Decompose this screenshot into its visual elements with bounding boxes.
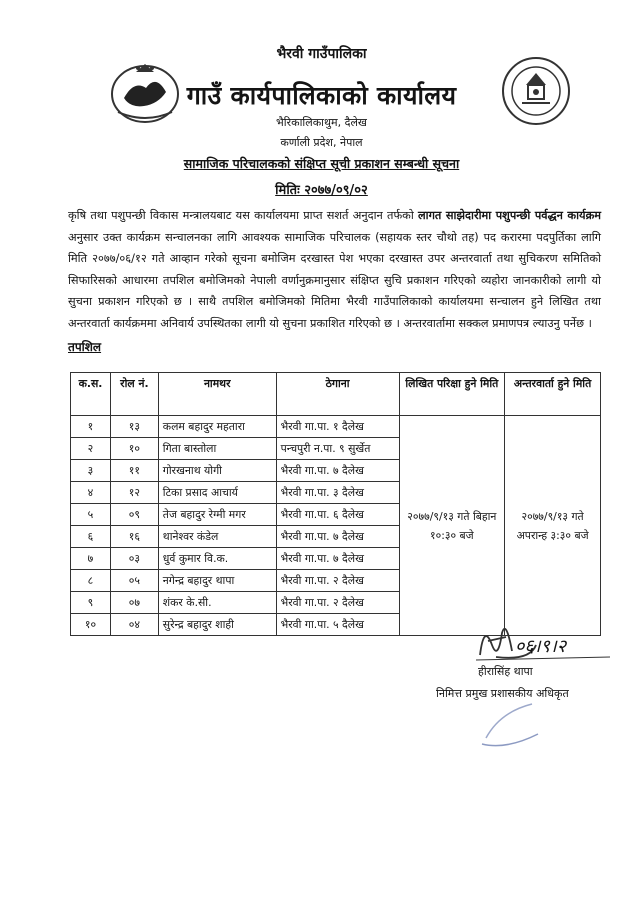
cell-sn: ८ <box>71 570 111 592</box>
cell-roll: ०५ <box>110 570 158 592</box>
cell-name: धुर्व कुमार वि.क. <box>158 548 276 570</box>
notice-date: मितिः २०७७/०९/०२ <box>275 183 368 198</box>
header-interview: अन्तरवार्ता हुने मिति <box>505 373 601 416</box>
cell-address: भैरवी गा.पा. ७ दैलेख <box>276 548 399 570</box>
cell-roll: १२ <box>110 482 158 504</box>
cell-address: पन्चपुरी न.पा. ९ सुर्खेत <box>276 438 399 460</box>
header-name: नामथर <box>158 373 276 416</box>
address-line-2: कर्णाली प्रदेश, नेपाल <box>280 136 363 149</box>
cell-address: भैरवी गा.पा. ५ दैलेख <box>276 614 399 636</box>
cell-name: टिका प्रसाद आचार्य <box>158 482 276 504</box>
municipality-name: भैरवी गाउँपालिका <box>276 46 367 62</box>
cell-roll: ०७ <box>110 592 158 614</box>
candidate-table <box>70 372 601 636</box>
cell-address: भैरवी गा.पा. २ दैलेख <box>276 570 399 592</box>
cell-name: कलम बहादुर महतारा <box>158 416 276 438</box>
header-roll: रोल नं. <box>110 373 158 416</box>
header-sn: क.स. <box>71 373 111 416</box>
cell-address: भैरवी गा.पा. ३ दैलेख <box>276 482 399 504</box>
cell-roll: १३ <box>110 416 158 438</box>
cell-roll: १० <box>110 438 158 460</box>
cell-sn: १० <box>71 614 111 636</box>
cell-name: तेज बहादुर रेग्मी मगर <box>158 504 276 526</box>
cell-address: भैरवी गा.पा. २ दैलेख <box>276 592 399 614</box>
cell-sn: ५ <box>71 504 111 526</box>
cell-address: भैरवी गा.पा. ७ दैलेख <box>276 526 399 548</box>
cell-roll: १६ <box>110 526 158 548</box>
header-address: ठेगाना <box>276 373 399 416</box>
cell-address: भैरवी गा.पा. ६ दैलेख <box>276 504 399 526</box>
cell-roll: ०३ <box>110 548 158 570</box>
interview-date: २०७७/९/१३ गते अपरान्ह ३:३० बजे <box>505 416 601 636</box>
cell-sn: ३ <box>71 460 111 482</box>
cell-roll: ११ <box>110 460 158 482</box>
cell-sn: ४ <box>71 482 111 504</box>
table-title: तपशिल <box>68 340 102 354</box>
cell-name: गिता बास्तोला <box>158 438 276 460</box>
cell-name: सुरेन्द्र बहादुर शाही <box>158 614 276 636</box>
notice-body: कृषि तथा पशुपन्छी विकास मन्त्रालयबाट यस कार्यालयमा प्राप्त सशर्त अनुदान तर्फको लागत साझेदारीमा पशुपन्छी पर्वद्धन कार्यक्रम अनुसार उक्त कार्यक्रम सन्चालनका लागि आवश्यक सामाजिक परिचालक (सहायक स्तर चौथो तह) पद करारमा पदपुर्तिका लागि मिति २०७७/०६/१२ गते आव्हान गरेको सूचना बमोजिम दरखास्त पेश भएका दरखास्त उपर अन्तरवार्ता तथा सुचिकरण समितिको सिफारिसको आधारमा तपशिल बमोजिमको नेपाली वर्णानुक्रमानुसार संक्षिप्त सुचि प्रकाशन गरिएको व्यहोरा जानकारीको लागी यो सुचना प्रकाशन गरिएको छ । साथै तपशिल बमोजिमको मितिमा भैरवी गाउँपालिकाको कार्यालयमा सन्चालन हुने लिखित तथा अन्तरवार्ता कार्यक्रममा अनिवार्य उपस्थितका लागी यो सुचना प्रकाशित गरिएको छ । अन्तरवार्तामा सक्कल प्रमाणपत्र ल्याउनु पर्नेछ । <box>68 209 602 330</box>
cell-name: थानेश्वर कंडेल <box>158 526 276 548</box>
signature-date: ०६।९।२ <box>515 636 567 657</box>
office-title: गाउँ कार्यपालिकाको कार्यालय <box>186 81 457 110</box>
written-exam-date: २०७७/९/१३ गते बिहान १०:३० बजे <box>399 416 505 636</box>
cell-sn: २ <box>71 438 111 460</box>
cell-name: नगेन्द्र बहादुर थापा <box>158 570 276 592</box>
cell-address: भैरवी गा.पा. ७ दैलेख <box>276 460 399 482</box>
signatory-title: निमित्त प्रमुख प्रशासकीय अधिकृत <box>436 687 569 700</box>
header-written-exam: लिखित परिक्षा हुने मिति <box>399 373 505 416</box>
cell-name: गोरखनाथ योगी <box>158 460 276 482</box>
cell-sn: ६ <box>71 526 111 548</box>
notice-subject: सामाजिक परिचालकको संक्षिप्त सूची प्रकाशन सम्बन्धी सूचना <box>183 156 460 171</box>
cell-address: भैरवी गा.पा. १ दैलेख <box>276 416 399 438</box>
signatory-name: हीरासिंह थापा <box>478 665 533 678</box>
cell-roll: ०९ <box>110 504 158 526</box>
table-row <box>71 416 601 438</box>
cell-sn: ९ <box>71 592 111 614</box>
cell-sn: ७ <box>71 548 111 570</box>
cell-sn: १ <box>71 416 111 438</box>
cell-roll: ०४ <box>110 614 158 636</box>
office-stamp-icon <box>476 694 546 752</box>
cell-name: शंकर के.सी. <box>158 592 276 614</box>
address-line-1: भैरिकालिकाथुम, दैलेख <box>276 116 367 129</box>
